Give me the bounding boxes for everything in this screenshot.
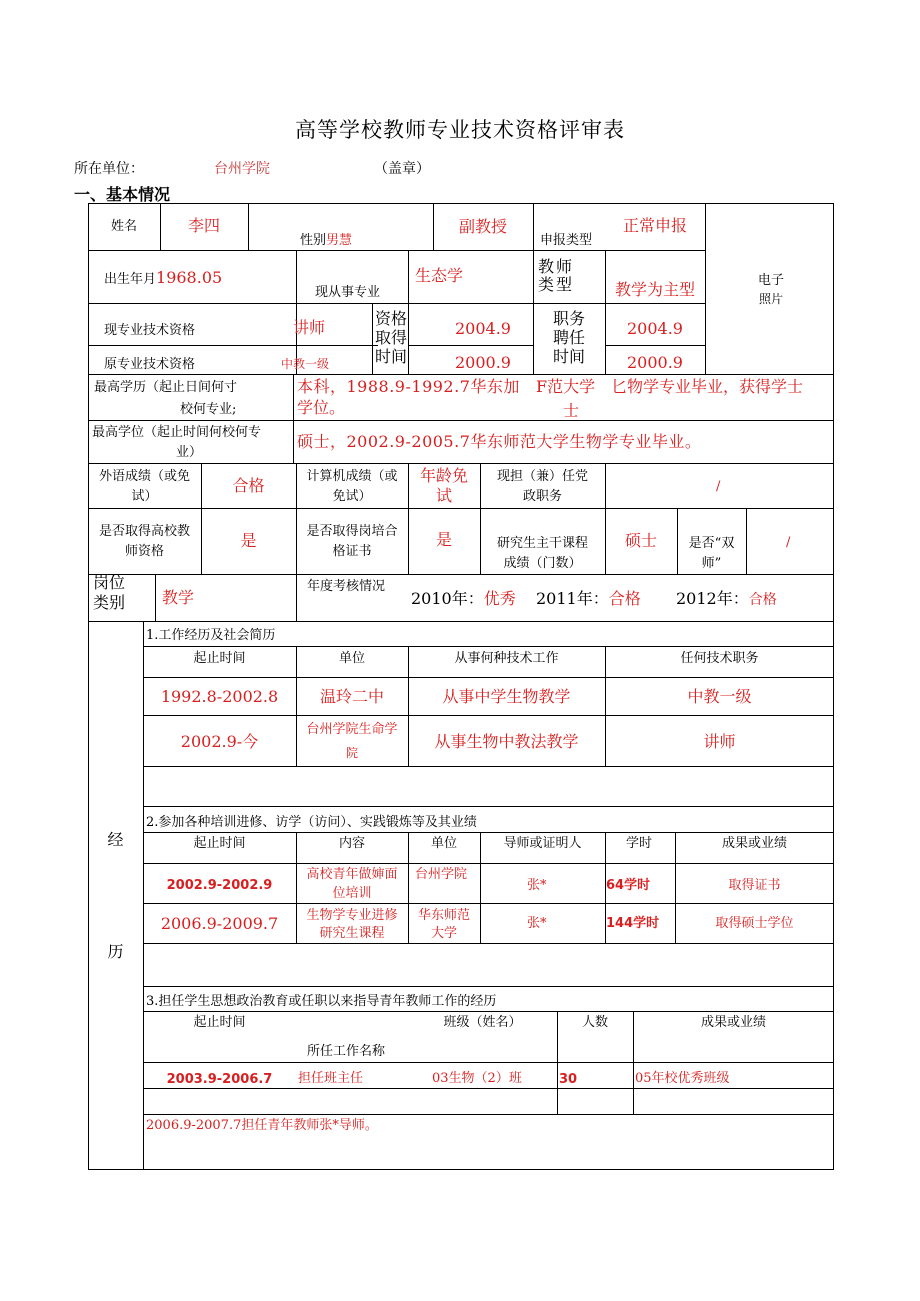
major-value[interactable]: 生态学 bbox=[414, 266, 463, 285]
degree-label-2: 业） bbox=[176, 445, 203, 460]
edu-value-2a[interactable]: 学位。 bbox=[297, 398, 346, 417]
s1-header-time: 起止时间 bbox=[193, 651, 246, 666]
unit-label: 所在单位： bbox=[74, 161, 144, 177]
s1-row2-work[interactable]: 从事生物中教法教学 bbox=[434, 732, 579, 751]
s1-row2-unit-1[interactable]: 台州学院生命学 bbox=[306, 722, 398, 737]
teach-cert-label-2: 师资格 bbox=[124, 544, 164, 559]
job-cert-label-1: 是否取得岗培合 bbox=[306, 524, 398, 539]
post-type-label-2: 类别 bbox=[93, 593, 126, 612]
experience-side-label-bottom: 历 bbox=[107, 942, 124, 961]
s2-row2-content-1[interactable]: 生物学专业进修 bbox=[306, 908, 398, 923]
teacher-type-label-1: 教师 bbox=[538, 257, 575, 276]
s2-row1-hours[interactable]: 64学时 bbox=[606, 878, 651, 893]
post-type-value[interactable]: 教学 bbox=[162, 588, 195, 607]
cur-post-time[interactable]: 2004.9 bbox=[627, 319, 683, 338]
s2-row2-tutor[interactable]: 张* bbox=[527, 916, 547, 931]
s2-row1-result[interactable]: 取得证书 bbox=[728, 878, 781, 893]
s3-row1-class[interactable]: 03生物（2）班 bbox=[432, 1071, 522, 1086]
s1-row2-post[interactable]: 讲师 bbox=[703, 732, 736, 751]
unit-value[interactable]: 台州学院 bbox=[214, 161, 270, 177]
post-time-label-1: 职务 bbox=[553, 309, 586, 328]
degree-value[interactable]: 硕士，2002.9-2005.7华东师范大学生物学专业毕业。 bbox=[297, 432, 702, 451]
s2-row2-hours[interactable]: 144学时 bbox=[606, 916, 660, 931]
birth-label: 出生年月 bbox=[104, 272, 157, 287]
teacher-type-value[interactable]: 教学为主型 bbox=[614, 280, 695, 299]
party-value[interactable]: / bbox=[716, 479, 721, 494]
job-cert-label-2: 格证书 bbox=[332, 544, 372, 559]
s2-row2-unit-2[interactable]: 大学 bbox=[430, 926, 457, 941]
comp-value-2[interactable]: 试 bbox=[435, 486, 452, 505]
birth-field bbox=[104, 269, 222, 288]
s3-subheader: 所任工作名称 bbox=[307, 1044, 386, 1059]
annual-2011-value[interactable]: 合格 bbox=[608, 589, 641, 608]
annual-2010-value[interactable]: 优秀 bbox=[483, 589, 516, 608]
s2-header-unit: 单位 bbox=[430, 836, 457, 851]
lang-label-2: 试） bbox=[131, 489, 158, 504]
annual-2011-year: 2011年： bbox=[536, 589, 609, 608]
degree-label-1: 最高学位（起止时间何校何专 bbox=[92, 425, 262, 440]
lang-label-1: 外语成绩（或免 bbox=[98, 469, 190, 484]
unit-line bbox=[74, 158, 430, 178]
experience-side-label-top: 经 bbox=[107, 830, 124, 849]
qual-time-label-1: 资格 bbox=[375, 309, 408, 328]
s1-row2-time[interactable]: 2002.9-今 bbox=[180, 732, 259, 751]
double-value[interactable]: / bbox=[786, 535, 791, 550]
page-title: 高等学校教师专业技术资格评审表 bbox=[295, 118, 625, 142]
grad-label-1: 研究生主干课程 bbox=[496, 536, 588, 551]
s2-header-hours: 学时 bbox=[626, 836, 653, 851]
s2-row1-content-1[interactable]: 高校青年做婶面 bbox=[306, 867, 398, 882]
cur-qual-label: 现专业技术资格 bbox=[104, 323, 196, 338]
s2-title: 2.参加各种培训进修、访学（访问）、实践锻炼等及其业绩 bbox=[146, 815, 477, 830]
orig-qual-label: 原专业技术资格 bbox=[104, 357, 196, 372]
s3-row1-count[interactable]: 30 bbox=[559, 1072, 578, 1087]
s2-row2-content-2[interactable]: 研究生课程 bbox=[319, 926, 385, 941]
photo-label-1: 电子 bbox=[757, 273, 784, 288]
gender-field bbox=[300, 232, 352, 249]
s1-row1-unit[interactable]: 温玲二中 bbox=[319, 687, 384, 706]
annual-2010-year: 2010年： bbox=[411, 589, 484, 608]
cur-qual-value[interactable]: 讲师 bbox=[293, 318, 326, 337]
s3-row1-result[interactable]: 05年校优秀班级 bbox=[635, 1071, 730, 1086]
edu-label-1: 最高学历（起止日间何寸 bbox=[94, 380, 238, 395]
s2-header-content: 内容 bbox=[338, 836, 365, 851]
s1-row1-time[interactable]: 1992.8-2002.8 bbox=[160, 687, 279, 706]
s3-title: 3.担任学生思想政治教育或任职以来指导青年教师工作的经历 bbox=[146, 994, 497, 1009]
s3-header-result: 成果或业绩 bbox=[700, 1015, 766, 1030]
name-value[interactable]: 李四 bbox=[187, 216, 220, 235]
s1-title: 1.工作经历及社会简历 bbox=[146, 628, 276, 643]
comp-value-1[interactable]: 年龄免 bbox=[419, 466, 468, 485]
s3-row1-work[interactable]: 担任班主任 bbox=[298, 1071, 364, 1086]
double-label-1: 是否“双 bbox=[688, 536, 735, 551]
grad-value[interactable]: 硕士 bbox=[624, 531, 657, 550]
lang-value[interactable]: 合格 bbox=[232, 476, 265, 495]
cur-qual-time[interactable]: 2004.9 bbox=[455, 319, 511, 338]
s2-row2-unit-1[interactable]: 华东师范 bbox=[417, 908, 470, 923]
edu-value-1c[interactable]: 匕物学专业毕业，获得学士 bbox=[611, 377, 804, 396]
section-heading: 一、基本情况 bbox=[74, 185, 171, 204]
s2-row1-time[interactable]: 2002.9-2002.9 bbox=[166, 878, 273, 893]
s2-row2-result[interactable]: 取得硕士学位 bbox=[715, 916, 794, 931]
major-label: 现从事专业 bbox=[315, 285, 381, 300]
annual-2012-value[interactable]: 合格 bbox=[748, 592, 777, 608]
s3-row1-time[interactable]: 2003.9-2006.7 bbox=[166, 1072, 273, 1087]
qual-time-label-2: 取得 bbox=[375, 328, 408, 347]
s2-row1-unit[interactable]: 台州学院 bbox=[415, 867, 468, 882]
s3-header-time: 起止时间 bbox=[193, 1015, 246, 1030]
gender-label: 性别 bbox=[300, 233, 327, 248]
post-time-label-3: 时间 bbox=[553, 347, 586, 366]
annual-2012-year: 2012年： bbox=[676, 589, 749, 608]
birth-value[interactable]: 1968.05 bbox=[156, 268, 223, 287]
s1-row2-unit-2[interactable]: 院 bbox=[345, 746, 358, 760]
s1-row1-work[interactable]: 从事中学生物教学 bbox=[442, 687, 571, 706]
edu-label-2: 校何专业; bbox=[180, 402, 237, 417]
double-label-2: 师” bbox=[701, 556, 722, 571]
comp-label-1: 计算机成绩（或 bbox=[306, 469, 398, 484]
s1-row1-post[interactable]: 中教一级 bbox=[687, 687, 752, 706]
edu-value-2b[interactable]: 士 bbox=[563, 401, 580, 420]
s3-note[interactable]: 2006.9-2007.7担任青年教师张*导师。 bbox=[146, 1118, 378, 1133]
teach-cert-label-1: 是否取得高校教 bbox=[98, 524, 190, 539]
orig-qual-value[interactable]: 中教一级 bbox=[281, 357, 330, 371]
s1-header-work: 从事何种技术工作 bbox=[454, 651, 559, 666]
stamp-label: （盖章） bbox=[374, 161, 430, 177]
annual-label: 年度考核情况 bbox=[307, 579, 386, 594]
qual-time-label-3: 时间 bbox=[375, 347, 408, 366]
s2-row1-tutor[interactable]: 张* bbox=[527, 878, 547, 893]
name-label: 姓名 bbox=[110, 219, 137, 234]
post-time-label-2: 聘任 bbox=[553, 328, 586, 347]
apply-type-value[interactable]: 正常申报 bbox=[622, 216, 687, 235]
s1-header-post: 任何技术职务 bbox=[680, 651, 759, 666]
party-label-2: 政职务 bbox=[522, 489, 562, 504]
s1-header-unit: 单位 bbox=[338, 651, 365, 666]
grad-label-2: 成绩（门数） bbox=[503, 556, 582, 571]
comp-label-2: 免试） bbox=[332, 489, 372, 504]
s2-row1-content-2[interactable]: 位培训 bbox=[332, 886, 372, 901]
annual-2010 bbox=[411, 590, 516, 607]
edu-value-1b[interactable]: F范大学 bbox=[536, 377, 596, 396]
post-type-label-1: 岗位 bbox=[93, 573, 126, 592]
orig-post-time[interactable]: 2000.9 bbox=[627, 353, 683, 372]
annual-2011 bbox=[536, 590, 641, 607]
s2-header-time: 起止时间 bbox=[193, 836, 246, 851]
photo-label-2: 照片 bbox=[758, 292, 783, 306]
s2-header-result: 成果或业绩 bbox=[721, 836, 787, 851]
party-label-1: 现担（兼）任党 bbox=[496, 469, 588, 484]
teacher-type-label-2: 类型 bbox=[538, 275, 575, 294]
s3-header-count: 人数 bbox=[581, 1015, 608, 1030]
orig-qual-time[interactable]: 2000.9 bbox=[455, 353, 511, 372]
title-value[interactable]: 副教授 bbox=[458, 217, 507, 236]
job-cert-value[interactable]: 是 bbox=[435, 530, 452, 549]
annual-2012 bbox=[676, 590, 777, 609]
gender-value[interactable]: 男慧 bbox=[326, 233, 353, 248]
teach-cert-value[interactable]: 是 bbox=[240, 531, 257, 550]
edu-value-1a[interactable]: 本科，1988.9-1992.7华东加 bbox=[297, 377, 520, 396]
s2-row2-time[interactable]: 2006.9-2009.7 bbox=[160, 914, 279, 933]
apply-type-label: 申报类型 bbox=[540, 233, 593, 248]
s3-header-class: 班级（姓名） bbox=[443, 1015, 522, 1030]
s2-header-tutor: 导师或证明人 bbox=[503, 836, 582, 851]
